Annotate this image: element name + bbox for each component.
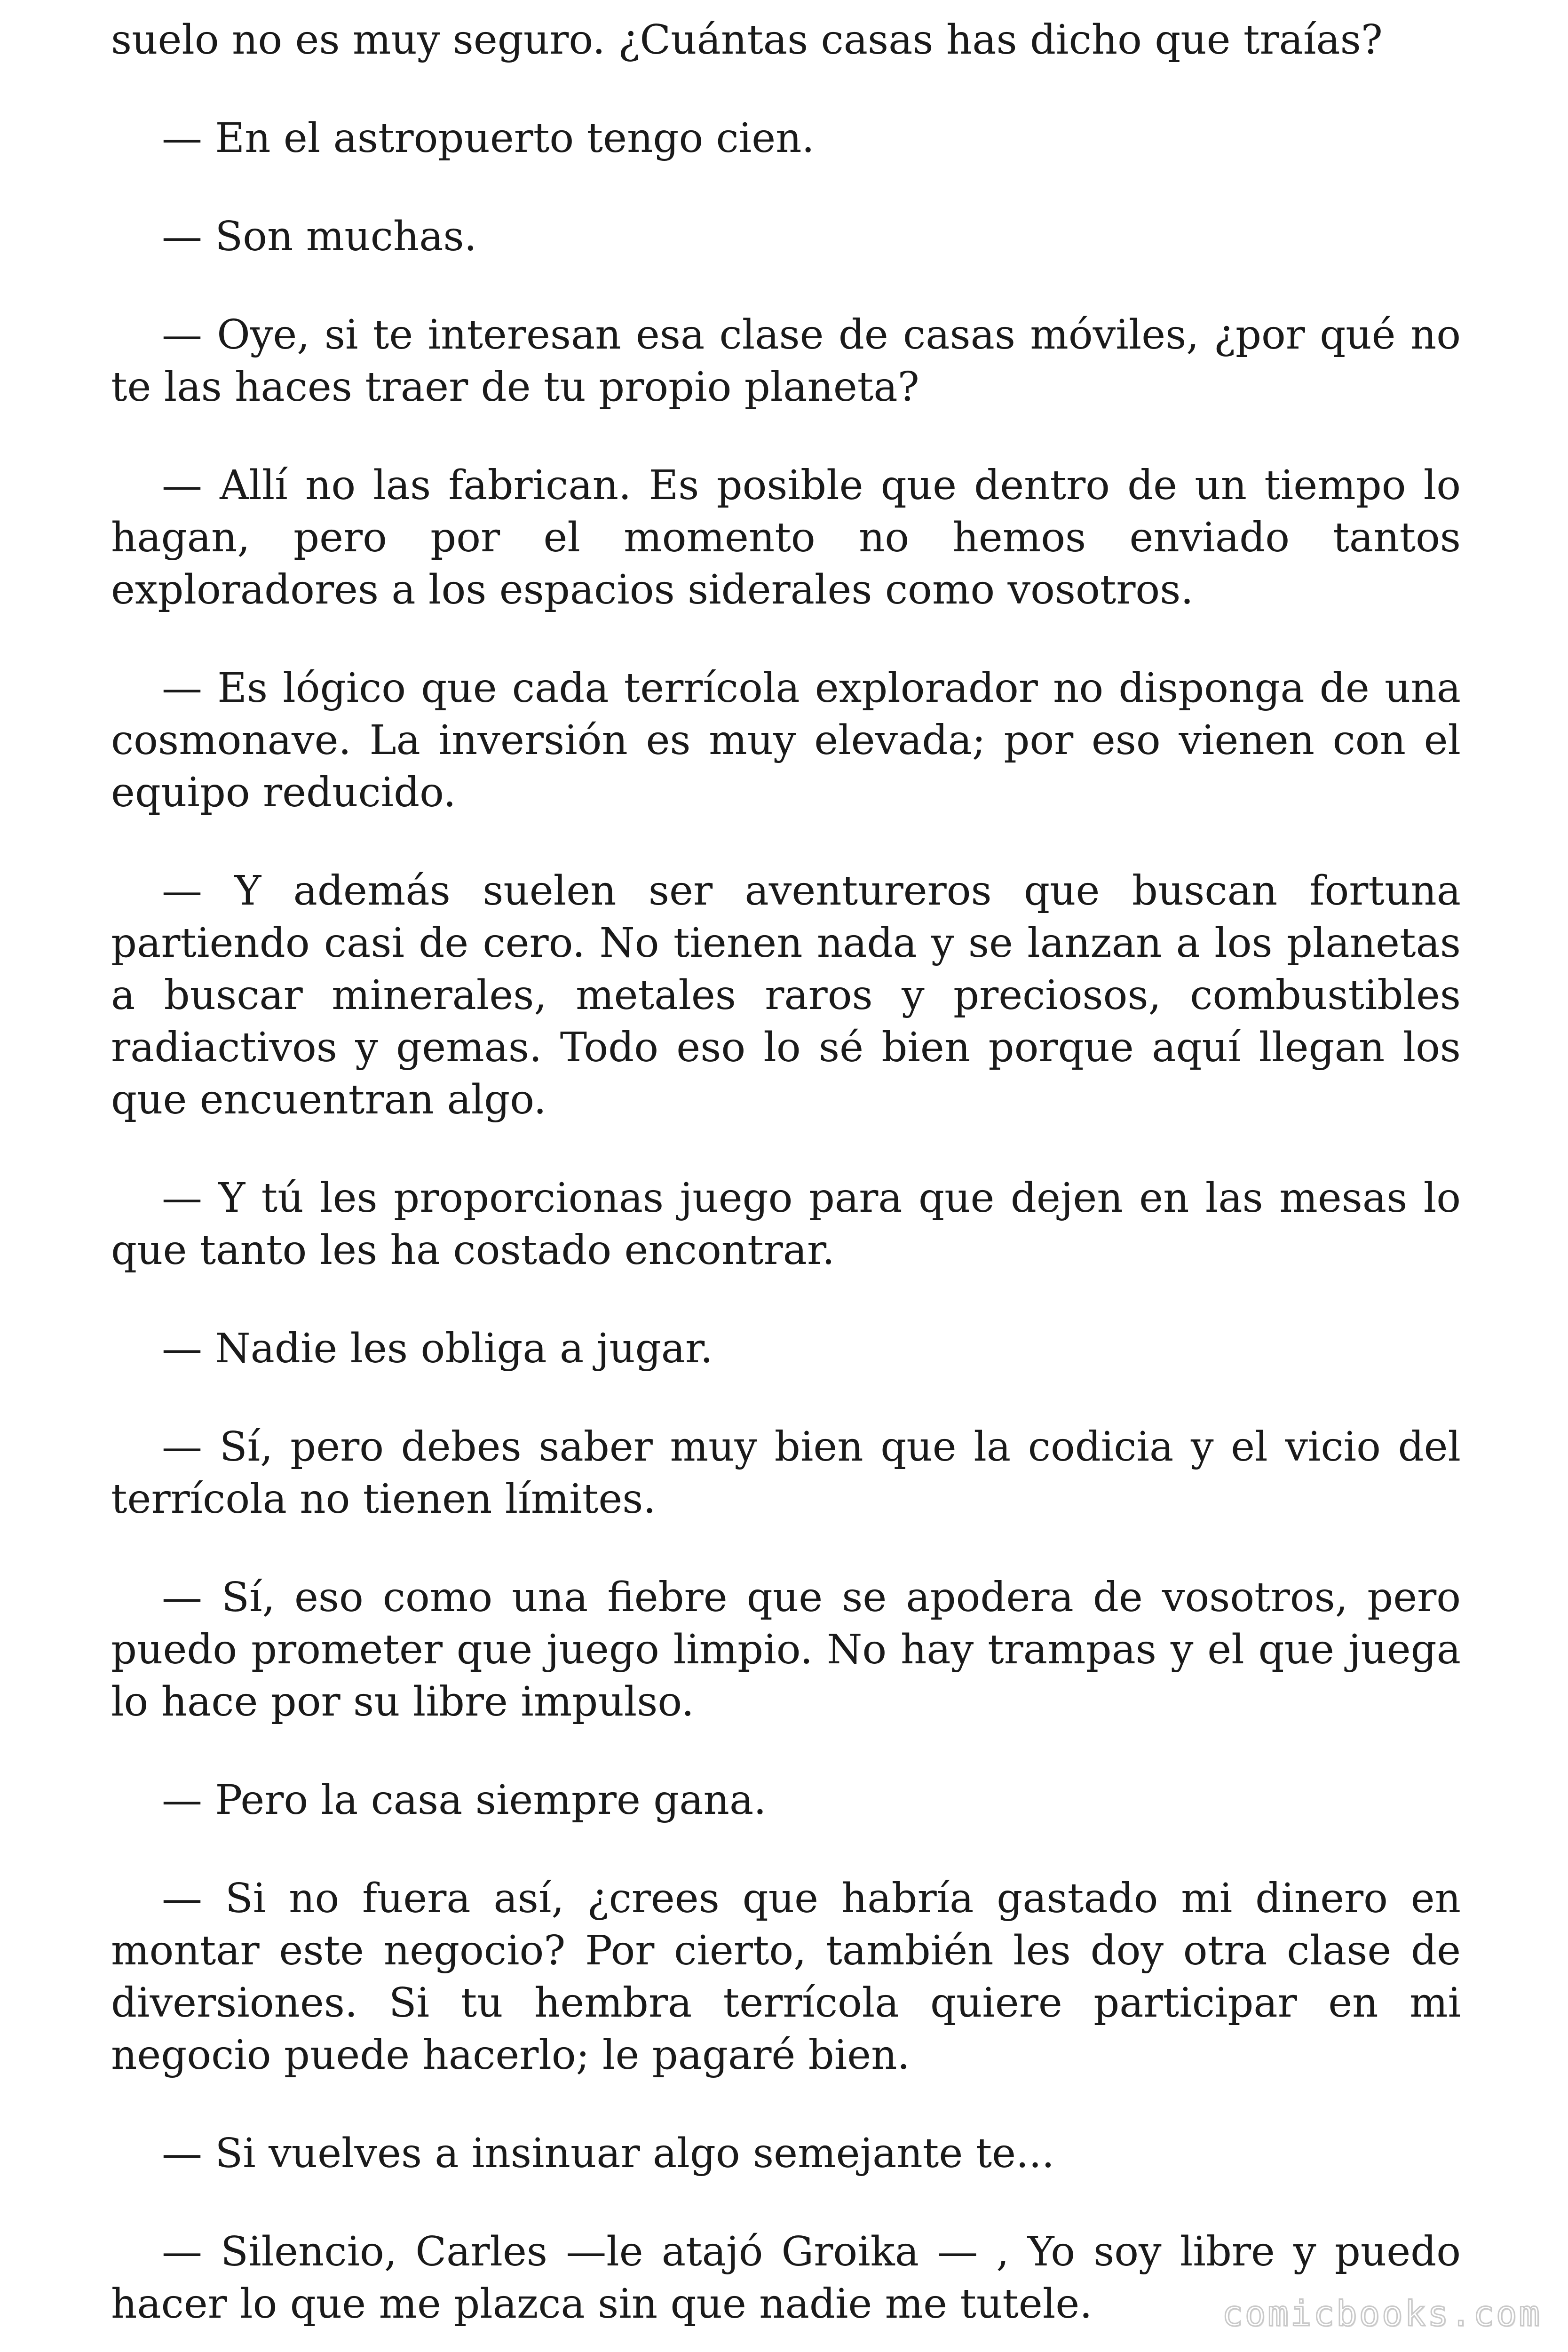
paragraph: — Allí no las fabrican. Es posible que dentro de un tiempo lo hagan, pero por el momento no hemos enviado tantos exploradores a los espacios siderales como vosotros. xyxy=(111,462,1461,613)
paragraph: suelo no es muy seguro. ¿Cuántas casas has dicho que traías? xyxy=(111,16,1383,64)
paragraph: — Y tú les proporcionas juego para que dejen en las mesas lo que tanto les ha costado encontrar. xyxy=(111,1175,1461,1274)
page-text xyxy=(111,14,1461,2352)
paragraph: — En el astropuerto tengo cien. xyxy=(162,115,815,162)
paragraph: — Son muchas. xyxy=(162,213,477,260)
paragraph: — Sí, pero debes saber muy bien que la codicia y el vicio del terrícola no tienen límites. xyxy=(111,1423,1461,1523)
paragraph: — Es lógico que cada terrícola explorador no disponga de una cosmonave. La inversión es muy elevada; por eso vienen con el equipo reducido. xyxy=(111,665,1461,816)
paragraph: — Pero la casa siempre gana. xyxy=(162,1777,767,1824)
watermark: comicbooks.com xyxy=(1222,2294,1542,2334)
paragraph: — Si no fuera así, ¿crees que habría gastado mi dinero en montar este negocio? Por cierto, también les doy otra clase de diversiones. Si tu hembra terrícola quiere participar en mi negocio puede hacerlo; le pagaré bien. xyxy=(111,1875,1461,2079)
paragraph: — Si vuelves a insinuar algo semejante te... xyxy=(162,2130,1055,2177)
paragraph: — Sí, eso como una fiebre que se apodera de vosotros, pero puedo prometer que juego limpio. No hay trampas y el que juega lo hace por su libre impulso. xyxy=(111,1574,1461,1725)
paragraph: — Oye, si te interesan esa clase de casas móviles, ¿por qué no te las haces traer de tu propio planeta? xyxy=(111,311,1461,411)
paragraph: — Silencio, Carles —le atajó Groika — , Yo soy libre y puedo hacer lo que me plazca sin que nadie me tutele. xyxy=(111,2228,1461,2328)
paragraph: — Nadie les obliga a jugar. xyxy=(162,1325,713,1372)
paragraph: — Y además suelen ser aventureros que buscan fortuna partiendo casi de cero. No tienen nada y se lanzan a los planetas a buscar minerales, metales raros y preciosos, combustibles radiactivos y gemas. Todo eso lo sé bien porque aquí llegan los que encuentran algo. xyxy=(111,867,1461,1123)
